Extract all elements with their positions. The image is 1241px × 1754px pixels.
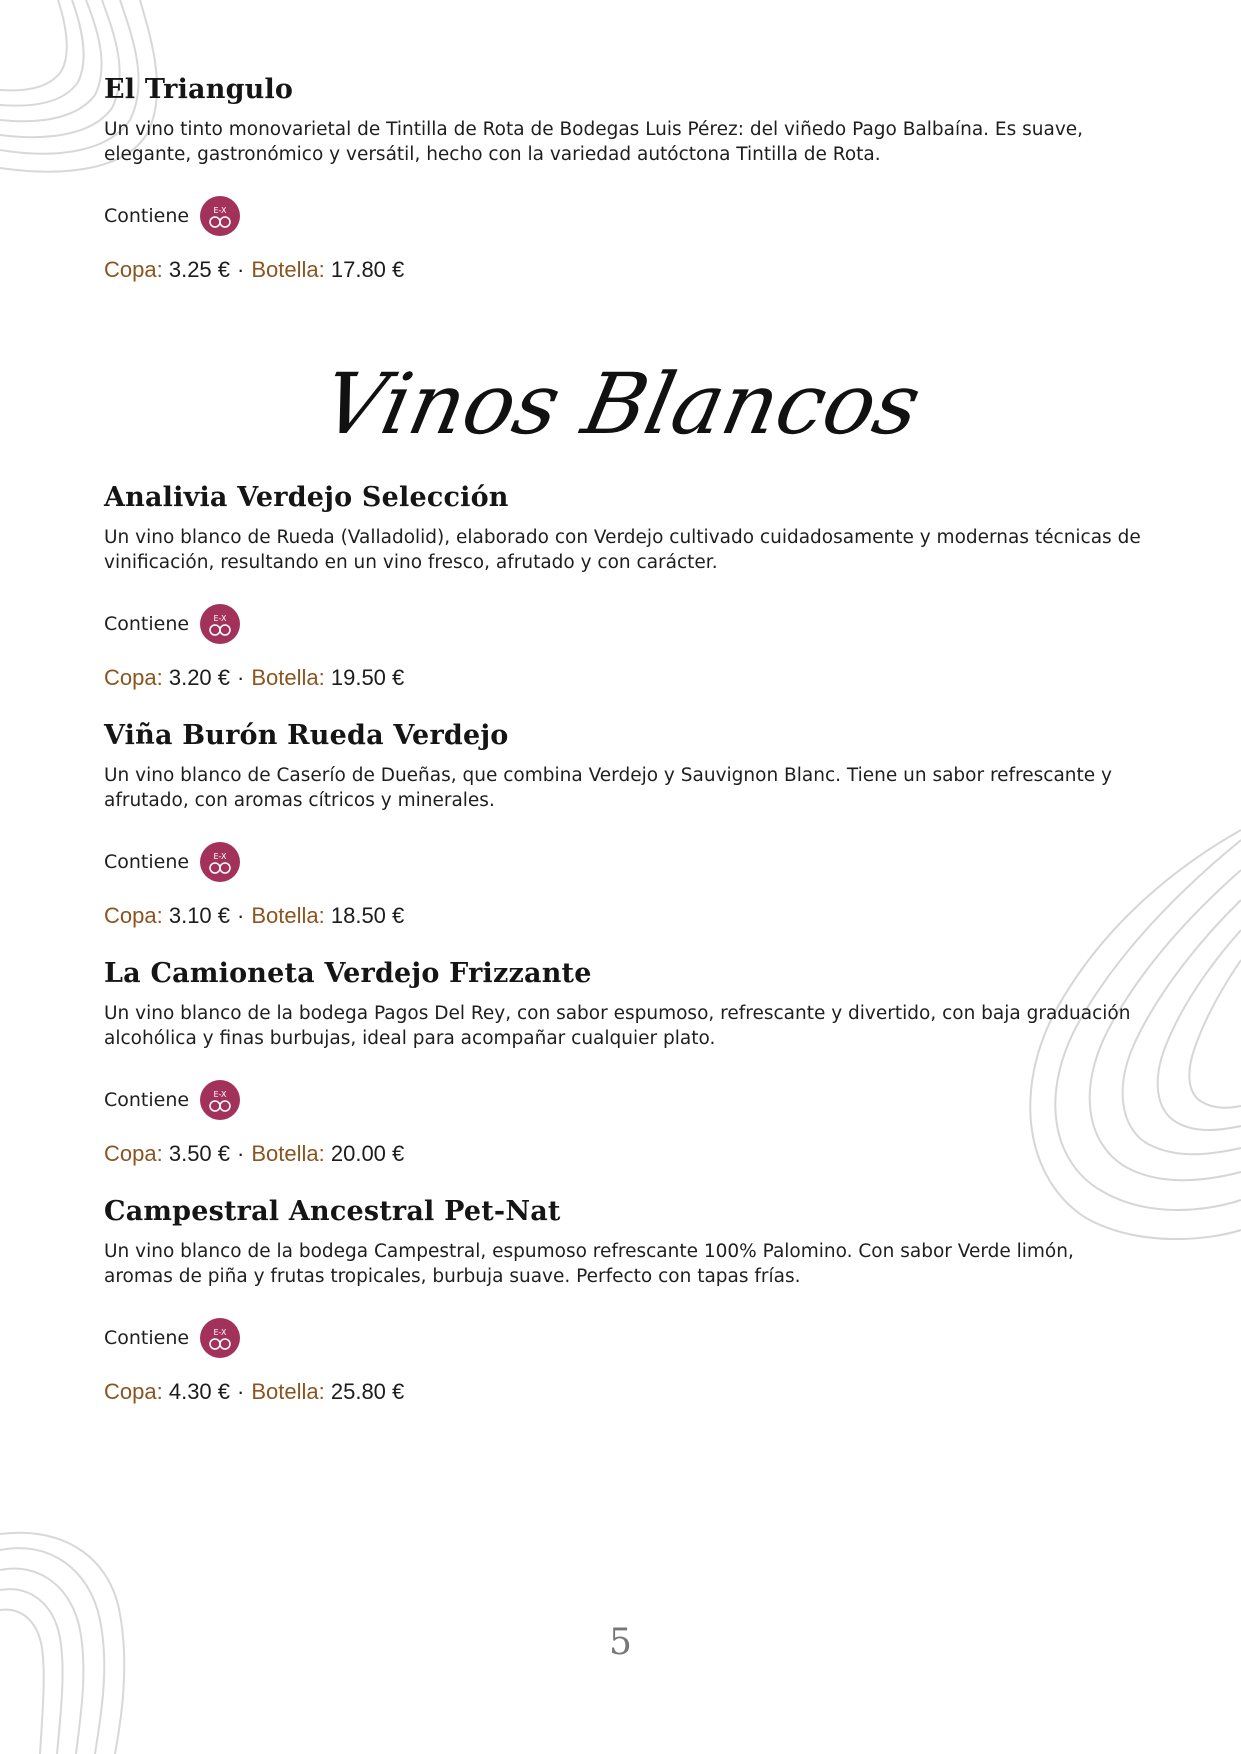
bottle-price: 17.80 € bbox=[330, 257, 405, 282]
wine-name: Campestral Ancestral Pet-Nat bbox=[104, 1196, 561, 1227]
bottle-price-label: Botella: bbox=[251, 257, 325, 282]
wine-item bbox=[104, 482, 1144, 691]
svg-text:E-X: E-X bbox=[213, 206, 227, 215]
bottle-price: 18.50 € bbox=[330, 903, 405, 928]
svg-text:E-X: E-X bbox=[213, 1090, 227, 1099]
wine-description: Un vino blanco de la bodega Pagos Del Rey, con sabor espumoso, refrescante y divertido, con baja graduación alcohólica y finas burbujas, ideal para acompañar cualquier plato. bbox=[104, 1003, 1131, 1049]
price-row bbox=[104, 1141, 1144, 1167]
wine-item bbox=[104, 720, 1144, 929]
contains-label: Contiene bbox=[104, 205, 190, 227]
price-separator: · bbox=[237, 665, 245, 690]
glass-price-label: Copa: bbox=[104, 257, 163, 282]
sulfites-allergen-icon bbox=[200, 604, 240, 644]
wine-item bbox=[104, 74, 1144, 283]
price-separator: · bbox=[237, 903, 245, 928]
allergen-row bbox=[104, 1316, 1144, 1360]
bottle-price: 20.00 € bbox=[330, 1141, 405, 1166]
sulfites-allergen-icon bbox=[200, 1080, 240, 1120]
svg-text:Vinos Blancos: Vinos Blancos bbox=[314, 355, 929, 454]
glass-price: 3.50 € bbox=[168, 1141, 231, 1166]
glass-price: 3.20 € bbox=[168, 665, 231, 690]
sulfites-allergen-icon bbox=[200, 196, 240, 236]
svg-text:E-X: E-X bbox=[213, 1328, 227, 1337]
wine-name: La Camioneta Verdejo Frizzante bbox=[104, 958, 592, 989]
wine-description: Un vino blanco de la bodega Campestral, espumoso refrescante 100% Palomino. Con sabor Verde limón, aromas de piña y frutas tropicales, burbuja suave. Perfecto con tapas frías. bbox=[104, 1241, 1074, 1287]
glass-price-label: Copa: bbox=[104, 1141, 163, 1166]
wine-description: Un vino tinto monovarietal de Tintilla de Rota de Bodegas Luis Pérez: del viñedo Pago Balbaína. Es suave, elegante, gastronómico y versátil, hecho con la variedad autóctona Tintilla de Rota. bbox=[104, 119, 1084, 165]
sulfites-allergen-icon bbox=[200, 842, 240, 882]
contains-label: Contiene bbox=[104, 1327, 190, 1349]
price-row bbox=[104, 665, 1144, 691]
glass-price: 3.25 € bbox=[168, 257, 231, 282]
allergen-row bbox=[104, 1078, 1144, 1122]
wine-item bbox=[104, 1196, 1144, 1405]
contains-label: Contiene bbox=[104, 851, 190, 873]
wine-name: Analivia Verdejo Selección bbox=[104, 482, 509, 513]
glass-price: 3.10 € bbox=[168, 903, 231, 928]
price-row bbox=[104, 903, 1144, 929]
sulfites-allergen-icon bbox=[200, 1318, 240, 1358]
allergen-row bbox=[104, 840, 1144, 884]
glass-price-label: Copa: bbox=[104, 665, 163, 690]
bottle-price-label: Botella: bbox=[251, 1379, 325, 1404]
price-separator: · bbox=[237, 257, 245, 282]
page-number: 5 bbox=[609, 1622, 632, 1663]
allergen-row bbox=[104, 602, 1144, 646]
bottle-price-label: Botella: bbox=[251, 1141, 325, 1166]
price-row bbox=[104, 1379, 1144, 1405]
price-row bbox=[104, 257, 1144, 283]
allergen-row bbox=[104, 194, 1144, 238]
bottle-price: 19.50 € bbox=[330, 665, 405, 690]
glass-price-label: Copa: bbox=[104, 1379, 163, 1404]
wine-name: El Triangulo bbox=[104, 74, 294, 105]
svg-text:E-X: E-X bbox=[213, 614, 227, 623]
price-separator: · bbox=[237, 1141, 245, 1166]
section-title bbox=[314, 355, 929, 475]
glass-price-label: Copa: bbox=[104, 903, 163, 928]
wine-name: Viña Burón Rueda Verdejo bbox=[104, 720, 509, 751]
bottle-price-label: Botella: bbox=[251, 903, 325, 928]
wine-item bbox=[104, 958, 1144, 1167]
bottle-price-label: Botella: bbox=[251, 665, 325, 690]
contains-label: Contiene bbox=[104, 613, 190, 635]
contains-label: Contiene bbox=[104, 1089, 190, 1111]
bottle-price: 25.80 € bbox=[330, 1379, 405, 1404]
wine-description: Un vino blanco de Rueda (Valladolid), elaborado con Verdejo cultivado cuidadosamente y modernas técnicas de vinificación, resultando en un vino fresco, afrutado y con carácter. bbox=[104, 527, 1141, 573]
wine-description: Un vino blanco de Caserío de Dueñas, que combina Verdejo y Sauvignon Blanc. Tiene un sabor refrescante y afrutado, con aromas cítricos y minerales. bbox=[104, 765, 1112, 811]
glass-price: 4.30 € bbox=[168, 1379, 231, 1404]
price-separator: · bbox=[237, 1379, 245, 1404]
svg-text:E-X: E-X bbox=[213, 852, 227, 861]
